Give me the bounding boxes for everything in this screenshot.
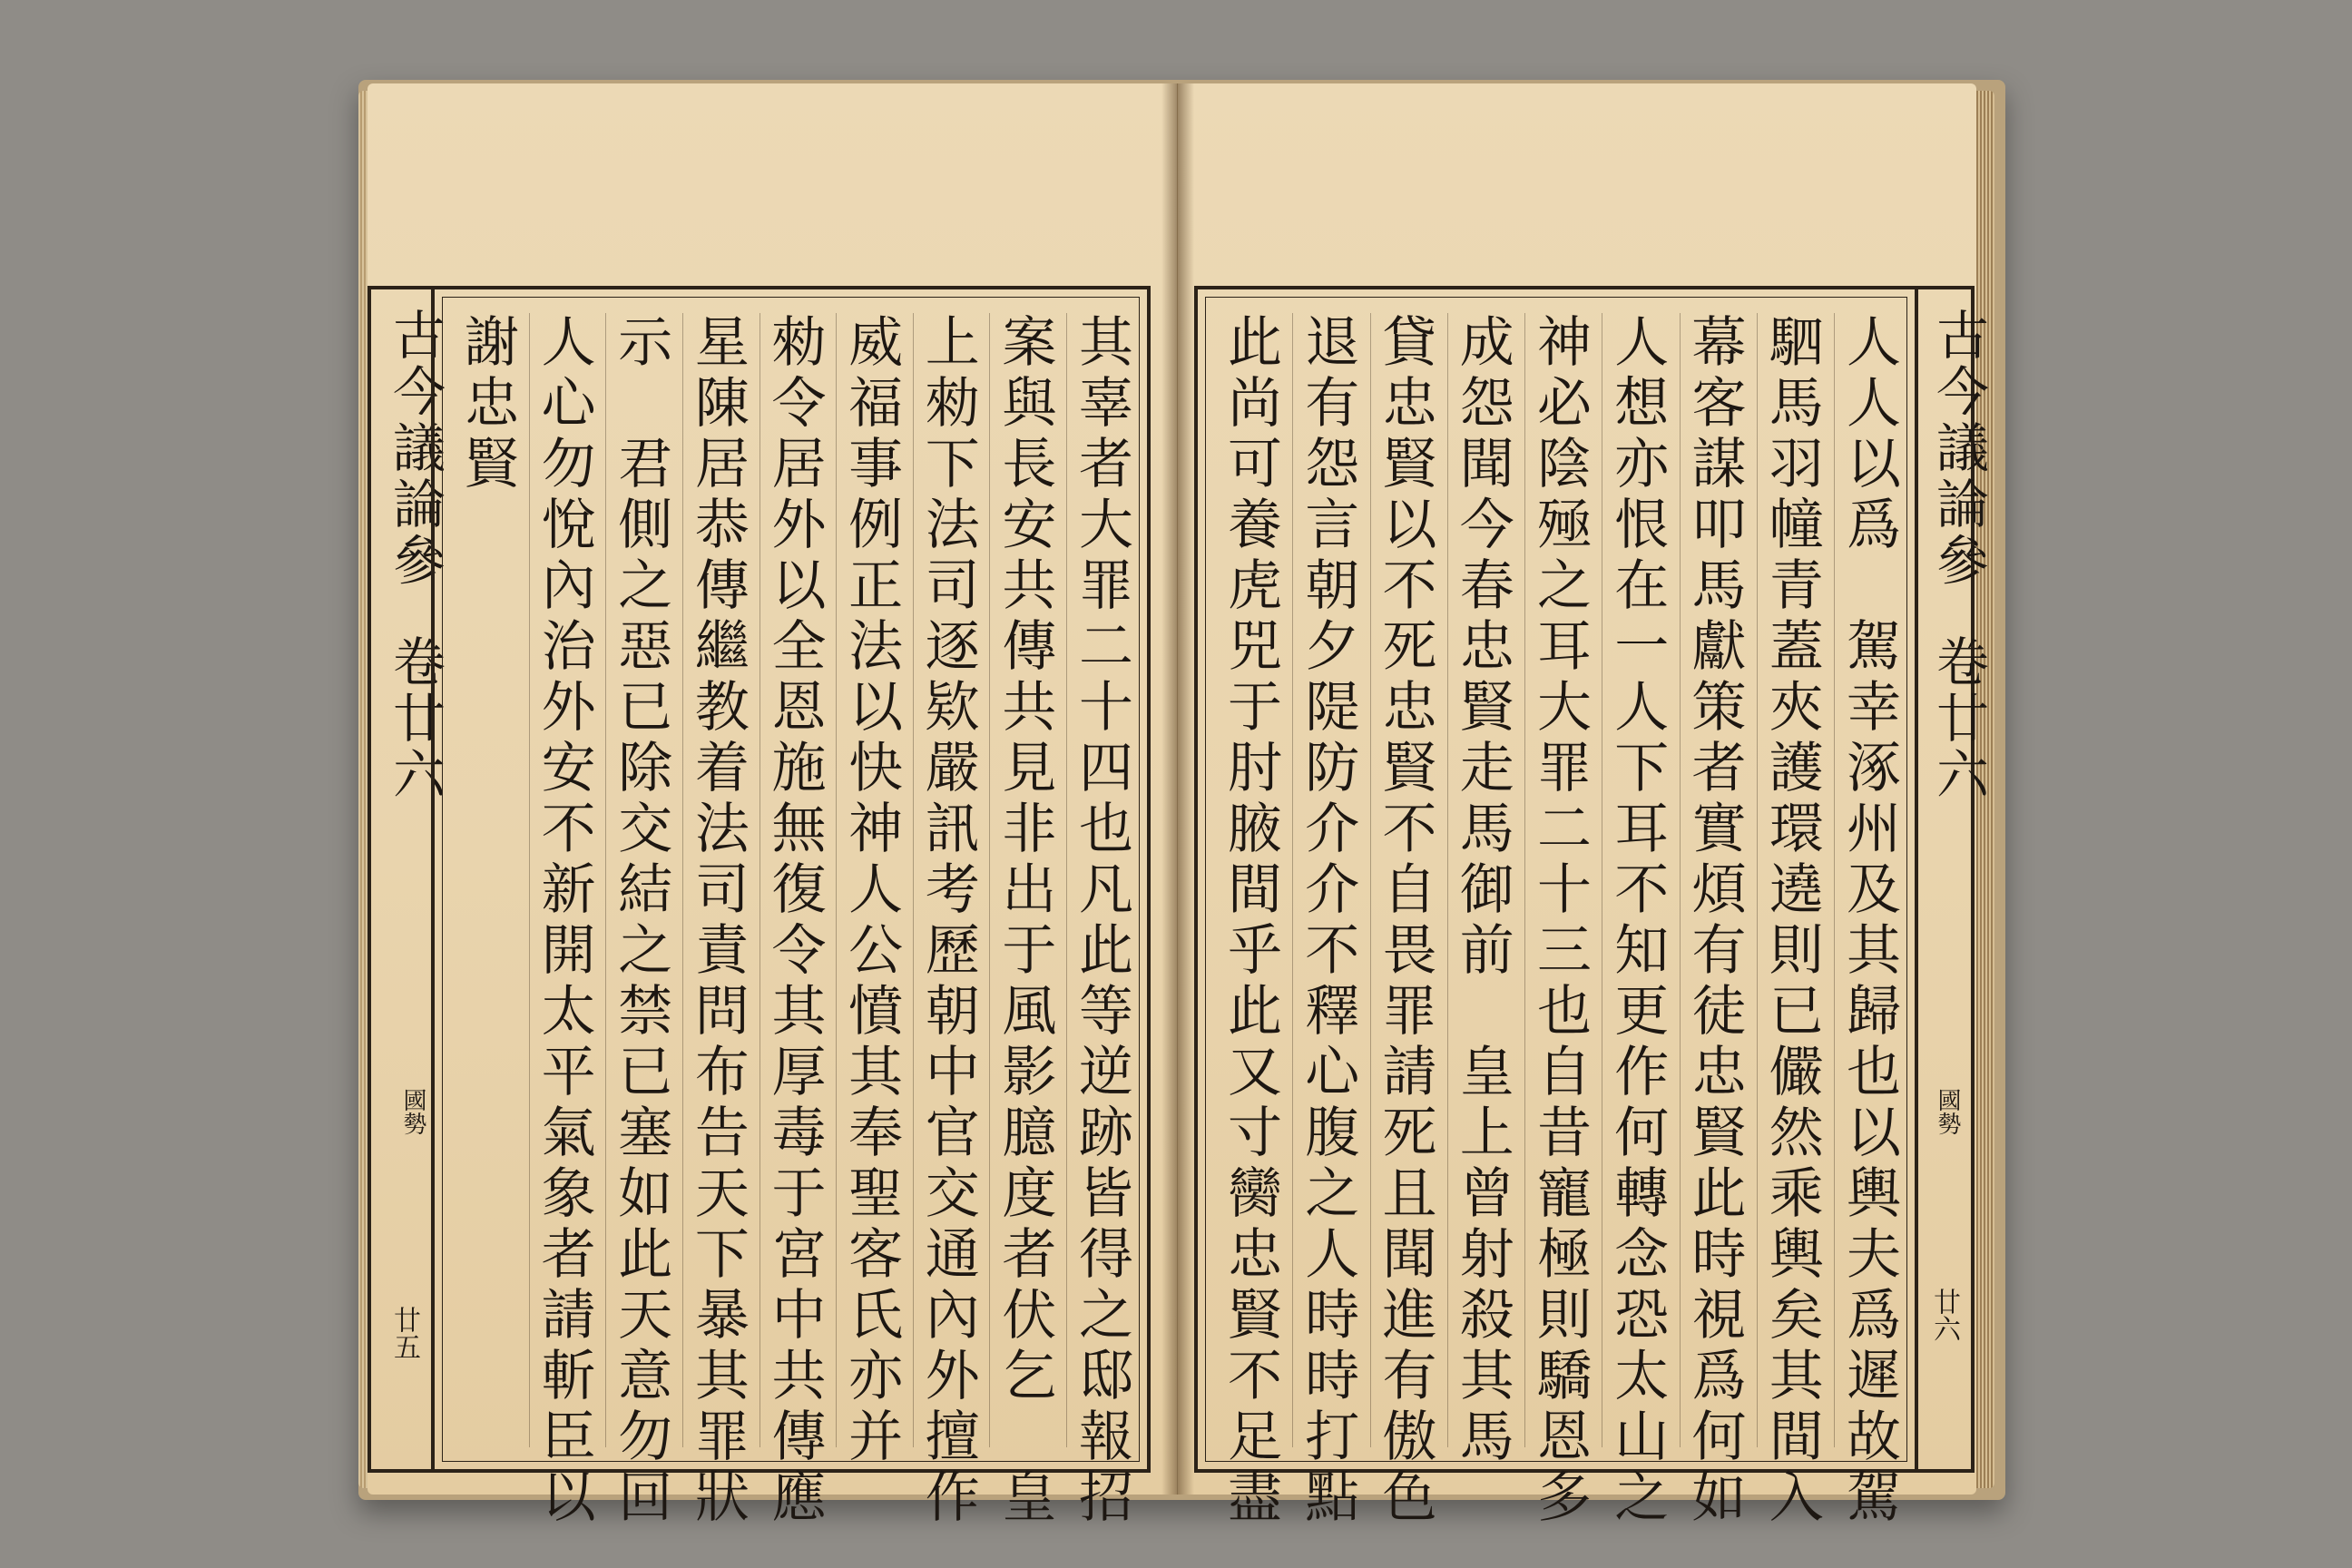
left-text-frame <box>431 286 1151 1529</box>
text-column: 貸忠賢以不死忠賢不自畏罪請死且聞進有傲色 <box>1370 313 1433 1447</box>
text-column: 示 君側之惡已除交結之禁已塞如此天意勿回 <box>605 313 668 1447</box>
book-gutter-shadow <box>1161 83 1194 1494</box>
text-column: 其辜者大罪二十四也凡此等逆跡皆得之邸報招 <box>1066 313 1129 1447</box>
text-column: 成怨聞今春忠賢走馬御前 皇上曾射殺其馬 <box>1447 313 1510 1447</box>
left-page <box>368 83 1177 1529</box>
right-page-spine <box>1915 286 1989 1473</box>
text-column: 上勑下法司逐欵嚴訊考歷朝中官交通內外擅作 <box>913 313 975 1447</box>
right-folio-number: 廿六 <box>1928 1288 1960 1342</box>
left-text-columns <box>453 313 1133 1529</box>
right-spine-topic: 國勢 <box>1934 1088 1961 1135</box>
text-column: 人心勿悅內治外安不新開太平氣象者請斬臣以 <box>529 313 592 1447</box>
right-spine-title: 古今議論參 <box>1927 308 1989 589</box>
text-column: 駟馬羽幢青蓋夾護環遶則已儼然乘輿矣其間入 <box>1757 313 1819 1447</box>
right-text-columns <box>1216 313 1901 1529</box>
text-column: 人想亦恨在一人下耳不知更作何轉念恐太山之 <box>1602 313 1664 1447</box>
text-column: 人人以爲 駕幸涿州及其歸也以輿夫爲遲故駕 <box>1834 313 1896 1447</box>
text-column: 星陳居恭傳繼教着法司責問布告天下暴其罪狀 <box>682 313 745 1447</box>
left-spine-topic: 國勢 <box>399 1088 426 1135</box>
left-page-spine <box>368 286 446 1473</box>
text-column: 此尚可養虎兕于肘腋間乎此又寸臠忠賢不足盡 <box>1219 313 1282 1529</box>
text-column: 神必陰殛之耳大罪二十三也自昔寵極則驕恩多 <box>1524 313 1587 1447</box>
text-column: 案與長安共傳共見非出于風影臆度者伏乞 皇 <box>989 313 1052 1447</box>
right-page <box>1178 83 1989 1529</box>
left-spine-volume: 卷廿六 <box>384 634 446 803</box>
text-column: 謝忠賢 <box>456 313 519 495</box>
left-spine-title: 古今議論參 <box>384 308 446 589</box>
text-column: 幕客謀叩馬獻策者實煩有徒忠賢此時視爲何如 <box>1680 313 1742 1447</box>
right-spine-volume: 卷廿六 <box>1927 634 1989 803</box>
left-folio-number: 廿五 <box>388 1306 420 1360</box>
text-column: 退有怨言朝夕隄防介介不釋心腹之人時時打點 <box>1292 313 1355 1447</box>
text-column: 威福事例正法以快神人公憤其奉聖客氏亦并 <box>836 313 898 1447</box>
right-text-frame <box>1194 286 1918 1529</box>
text-column: 勑令居外以全恩施無復令其厚毒于宮中共傳應 <box>760 313 822 1447</box>
